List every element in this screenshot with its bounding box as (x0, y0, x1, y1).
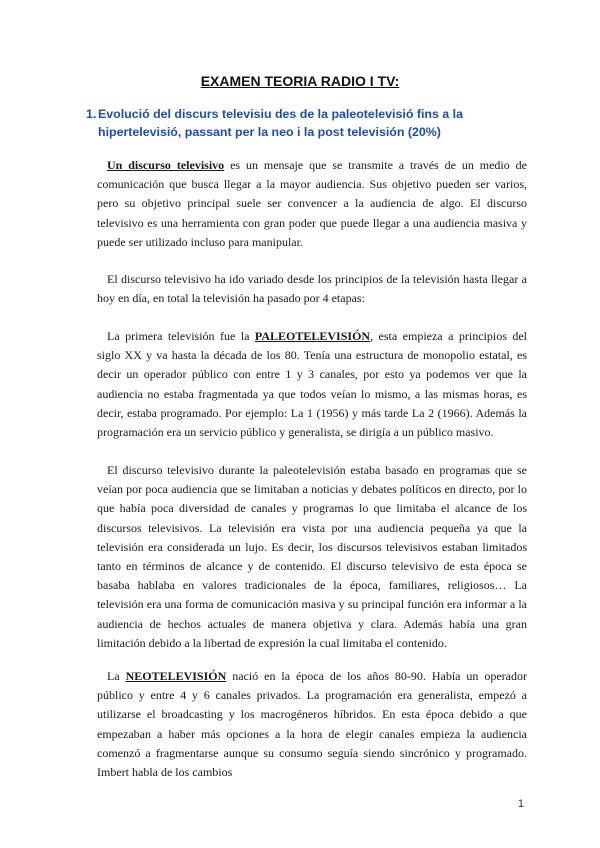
paragraph-paleotelevision-after: , esta empieza a principios del siglo XX y va hasta la década de los 80. Tenía una estructura de monopolio estatal, es decir un operador público con entre 1 y 3 canales, por esto ya podemos ver que la audiencia no estaba fragmentada ya que todos veían lo mismo, a las mismas horas, es decir, estaba programado. Por ejemplo: La 1 (1956) y más tarde La 2 (1966). Además la programación era un servicio público y generalista, se dirigía a un público masivo. (97, 329, 528, 440)
paragraph-stages-intro (97, 270, 527, 308)
paragraph-neotelevision (97, 667, 527, 782)
document-title: EXAMEN TEORIA RADIO I TV: (200, 73, 400, 89)
paragraph-neotelevision-before: La (107, 669, 126, 683)
paragraph-paleo-discourse (97, 461, 527, 653)
paragraph-neotelevision-after: nació en la época de los años 80-90. Había un operador público y entre 4 y 6 canales privados. La programación era generalista, empezó a utilizarse el broadcasting y los macrogéneros híbridos. En esta época debido a que empezaban a haber más opciones a la hora de elegir canales empieza la audiencia comenzó a fragmentarse aunque su consumo seguía siendo sincrónico y programado. Imbert habla de los cambios (97, 669, 527, 780)
paragraph-definition (97, 156, 527, 252)
section-number: 1. (86, 107, 97, 121)
paragraph-stages-intro-text: El discurso televisivo ha ido variado desde los principios de la televisión hasta llegar a hoy en día, en total la televisión ha pasado por 4 etapas: (97, 272, 527, 306)
paragraph-paleotelevision-before: La primera televisión fue la (107, 329, 255, 343)
paragraph-paleotelevision (97, 327, 527, 442)
paragraph-paleo-discourse-text: El discurso televisivo durante la paleotelevisión estaba basado en programas que se veían por poca audiencia que se limitaban a noticias y debates políticos en directo, por lo que había poca diversidad de canales y programas lo que limitaba el alcance de los discursos televisivos. La televisión era vista por una audiencia pequeña ya que la televisión era considerada un lujo. Es decir, los discursos televisivos estaban limitados tanto en términos de alcance y de contenido. El discurso televisivo de esta época se basaba hablaba en valores tradicionales de la época, familiares, religiosos… La televisión era una forma de comunicación masiva y su principal función era informar a la audiencia de hechos actuales de manera objetiva y clara. Además había una gran limitación debido a la libertad de expresión la cual limitaba el contenido. (97, 463, 527, 650)
section-heading-text: Evolució del discurs televisiu des de la paleotelevisió fins a la hipertelevisió, passant per la neo i la post televisión (20%) (98, 107, 463, 139)
term-paleotelevision: PALEOTELEVISIÓN (254, 329, 371, 343)
section-heading (86, 105, 508, 141)
term-discurso-televisivo: Un discurso televisivo (107, 158, 225, 172)
paragraph-definition-text: es un mensaje que se transmite a través de un medio de comunicación que busca llegar a la mayor audiencia. Sus objetivo pueden ser varios, pero su objetivo principal suele ser convencer a la audiencia de algo. El discurso televisivo es una herramienta con gran poder que puede llegar a una audiencia masiva y puede ser utilizado incluso para manipular. (97, 158, 527, 249)
term-neotelevision: NEOTELEVISIÓN (125, 669, 227, 683)
page-number: 1 (517, 798, 524, 810)
